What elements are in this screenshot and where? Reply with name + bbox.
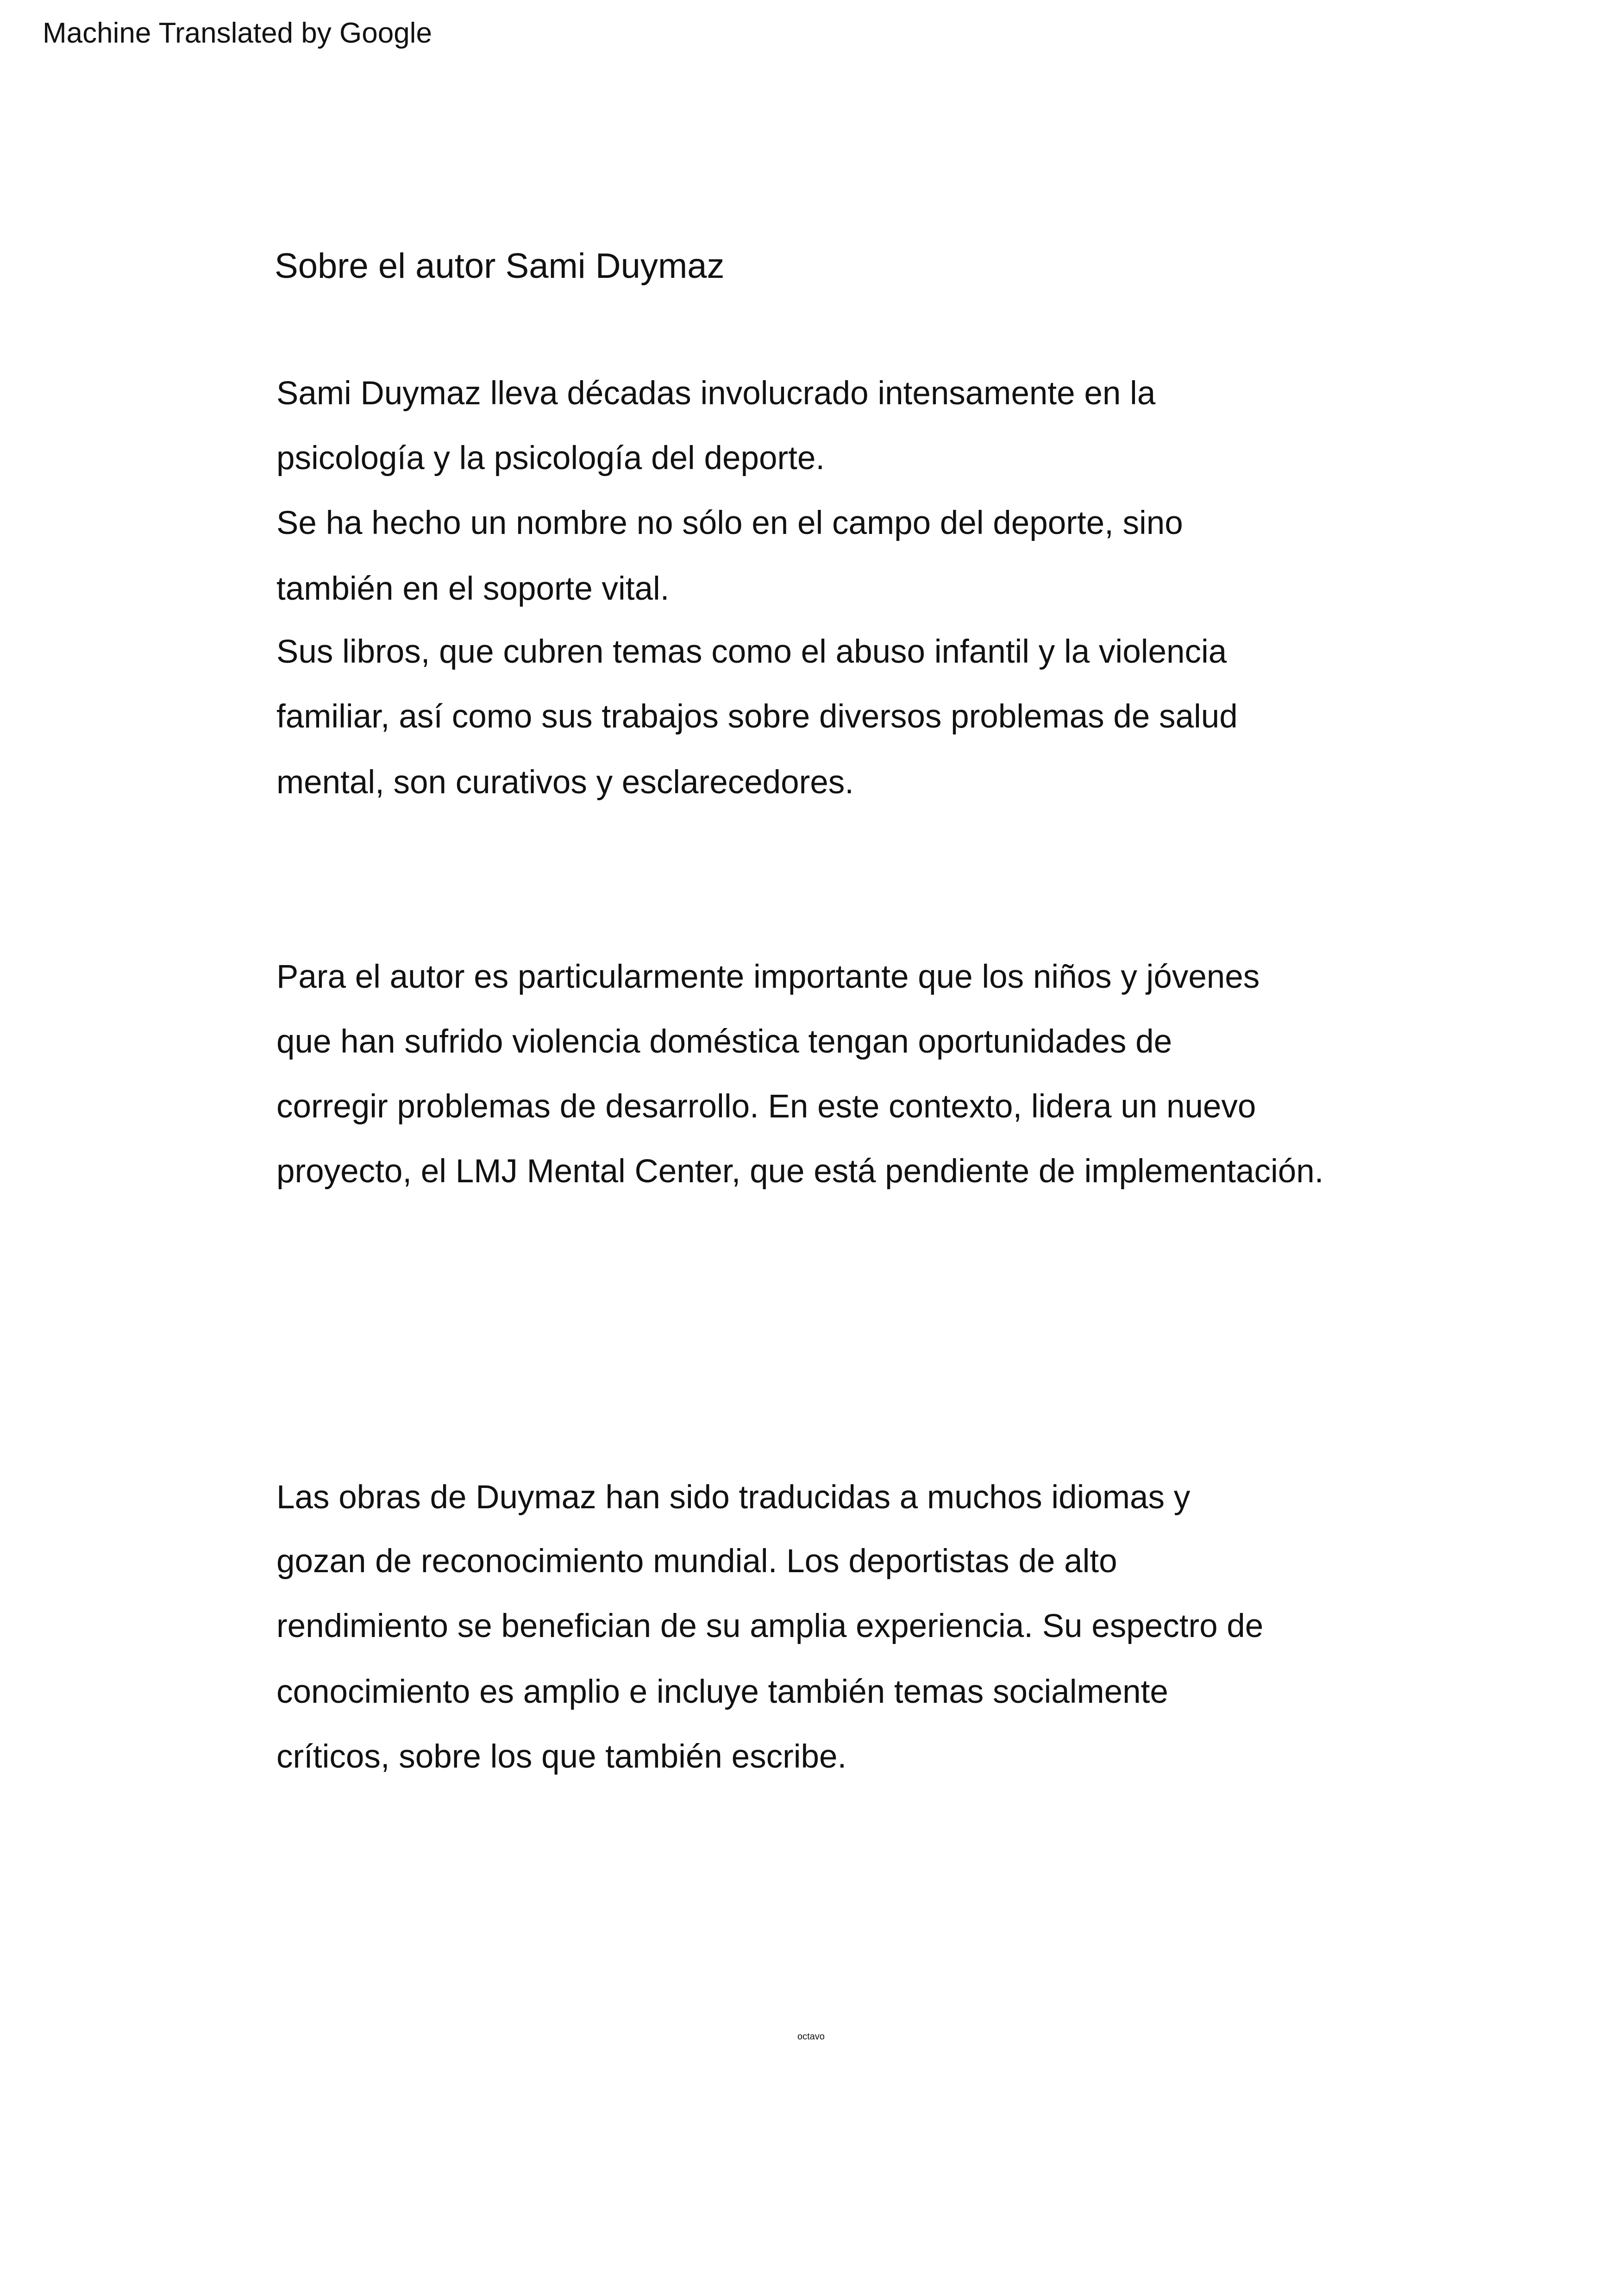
paragraph-line: que han sufrido violencia doméstica tengan oportunidades de [276, 1023, 1172, 1060]
paragraph-line: familiar, así como sus trabajos sobre diversos problemas de salud [276, 698, 1238, 735]
paragraph-line: Sus libros, que cubren temas como el abuso infantil y la violencia [276, 634, 1227, 670]
paragraph-line: Sami Duymaz lleva décadas involucrado intensamente en la [276, 375, 1156, 412]
paragraph-line: Para el autor es particularmente importante que los niños y jóvenes [276, 959, 1260, 995]
page-title: Sobre el autor Sami Duymaz [275, 246, 725, 286]
paragraph-line: Se ha hecho un nombre no sólo en el campo del deporte, sino [276, 505, 1183, 541]
page-number: octavo [797, 2032, 825, 2042]
paragraph-line: conocimiento es amplio e incluye también temas socialmente [276, 1674, 1168, 1710]
paragraph-line: corregir problemas de desarrollo. En este contexto, lidera un nuevo [276, 1088, 1256, 1125]
paragraph-line: también en el soporte vital. [276, 571, 670, 607]
machine-translation-banner: Machine Translated by Google [43, 17, 432, 49]
paragraph-line: proyecto, el LMJ Mental Center, que está pendiente de implementación. [276, 1153, 1324, 1190]
paragraph-line: Las obras de Duymaz han sido traducidas a muchos idiomas y [276, 1479, 1191, 1516]
paragraph-line: psicología y la psicología del deporte. [276, 440, 825, 477]
paragraph-line: gozan de reconocimiento mundial. Los deportistas de alto [276, 1543, 1117, 1580]
paragraph-line: rendimiento se benefician de su amplia experiencia. Su espectro de [276, 1608, 1264, 1644]
paragraph-line: críticos, sobre los que también escribe. [276, 1738, 847, 1775]
paragraph-line: mental, son curativos y esclarecedores. [276, 764, 854, 801]
